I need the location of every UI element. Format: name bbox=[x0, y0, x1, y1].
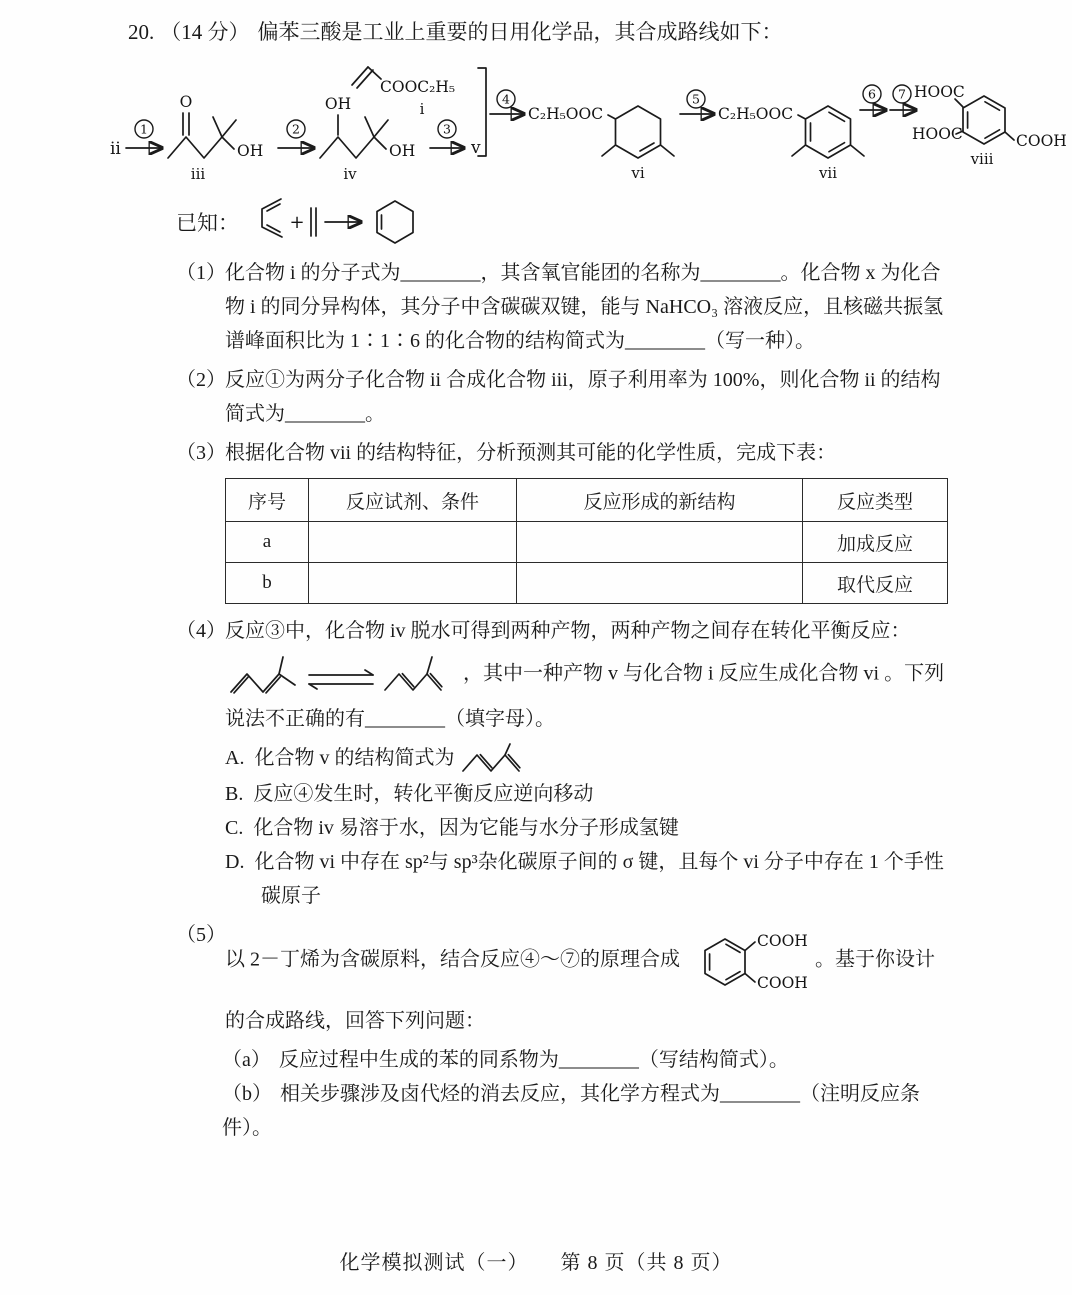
option-label: B. bbox=[225, 783, 244, 806]
compound-vii-label: vii bbox=[818, 164, 838, 182]
part-marker: （1） bbox=[176, 262, 226, 284]
table-row bbox=[226, 522, 948, 563]
compound-iv-structure bbox=[320, 95, 415, 183]
question-number: 20. bbox=[128, 20, 155, 44]
equilibrium-arrows bbox=[309, 670, 373, 689]
question-title bbox=[128, 16, 972, 48]
known-info bbox=[176, 193, 1072, 251]
ethylene-structure bbox=[311, 208, 316, 236]
sub-marker: （b） bbox=[222, 1083, 272, 1106]
part-text-after: ，其中一种产物 v 与化合物 i 反应生成化合物 vi 。下列说法不正确的有________（填字母）。 bbox=[225, 662, 945, 730]
diene-isomer-right bbox=[385, 657, 442, 690]
sub-marker: （a） bbox=[222, 1049, 271, 1072]
compound-vi-label: vi bbox=[631, 164, 645, 182]
phthalic-acid-structure bbox=[685, 918, 815, 1004]
question-part-3 bbox=[176, 436, 957, 470]
hydroxyl: OH bbox=[389, 142, 416, 160]
option-label: A. bbox=[225, 747, 245, 769]
option-a bbox=[225, 741, 957, 777]
table-header-row bbox=[226, 479, 948, 522]
option-text: 反应④发生时，转化平衡反应逆向移动 bbox=[253, 783, 594, 806]
table-header: 反应试剂、条件 bbox=[309, 479, 517, 522]
svg-text:1: 1 bbox=[140, 121, 148, 137]
carboxyl-group: COOH bbox=[757, 932, 808, 951]
row-reagent bbox=[309, 563, 517, 604]
compound-i-structure bbox=[352, 67, 455, 118]
step-2-arrow bbox=[278, 120, 314, 148]
diels-alder-diagram bbox=[245, 193, 440, 251]
synthesis-route-diagram bbox=[100, 52, 1068, 186]
carboxyl-group: COOH bbox=[757, 974, 808, 993]
cyclohexene-structure bbox=[377, 201, 413, 243]
ethyl-ester-group: C₂H₅OOC bbox=[528, 105, 604, 123]
svg-text:3: 3 bbox=[443, 121, 451, 137]
diene-isomer-left bbox=[231, 657, 295, 693]
step-3-arrow bbox=[430, 120, 464, 148]
svg-text:4: 4 bbox=[502, 91, 510, 107]
compound-viii-label: viii bbox=[970, 150, 994, 168]
part-text-lead: 反应③中，化合物 iv 脱水可得到两种产物，两种产物之间存在转化平衡反应： bbox=[225, 620, 911, 642]
compound-iv-label: iv bbox=[343, 165, 357, 183]
question-part-5 bbox=[176, 918, 957, 1038]
svg-text:2: 2 bbox=[292, 121, 300, 137]
known-label: 已知： bbox=[176, 211, 239, 235]
acrylate-ester-group: COOC₂H₅ bbox=[380, 78, 456, 96]
page-footer: 化学模拟测试（一） 第 8 页（共 8 页） bbox=[339, 1252, 733, 1274]
option-d bbox=[225, 845, 957, 913]
compound-vi-structure bbox=[528, 105, 674, 182]
svg-text:6: 6 bbox=[868, 86, 876, 102]
row-id: b bbox=[226, 563, 309, 604]
row-reagent bbox=[309, 522, 517, 563]
sub-question-a bbox=[222, 1043, 957, 1077]
part-text: 反应①为两分子化合物 ii 合成化合物 iii，原子利用率为 100%，则化合物 ii 的结构简式为________。 bbox=[225, 369, 941, 425]
compound-i-label: i bbox=[419, 100, 425, 118]
step-4-arrow bbox=[490, 90, 524, 114]
step-1-arrow bbox=[126, 120, 162, 148]
question-intro: 偏苯三酸是工业上重要的日用化学品，其合成路线如下： bbox=[257, 20, 783, 44]
row-new-structure bbox=[517, 563, 803, 604]
option-label: D. bbox=[225, 851, 245, 874]
row-type: 取代反应 bbox=[803, 563, 948, 604]
carboxyl-group: HOOC bbox=[914, 83, 965, 101]
step-5-arrow bbox=[680, 90, 714, 114]
option-label: C. bbox=[225, 817, 244, 840]
table-header: 序号 bbox=[226, 479, 309, 522]
compound-vii-structure bbox=[718, 105, 864, 182]
compound-ii-label: ii bbox=[110, 139, 121, 159]
option-b bbox=[225, 777, 957, 811]
sub-question-b bbox=[222, 1077, 957, 1145]
part-marker: （4） bbox=[176, 620, 226, 642]
compound-iii-structure bbox=[168, 93, 263, 183]
row-type: 加成反应 bbox=[803, 522, 948, 563]
plus-sign: + bbox=[289, 212, 305, 233]
sub-text: 反应过程中生成的苯的同系物为________（写结构简式）。 bbox=[278, 1049, 789, 1072]
option-c bbox=[225, 811, 957, 845]
step-6-arrow bbox=[860, 85, 886, 110]
diene-structure bbox=[262, 199, 282, 237]
hydroxyl: OH bbox=[324, 95, 352, 113]
carbonyl-o: O bbox=[179, 93, 193, 111]
table-header: 反应类型 bbox=[803, 479, 948, 522]
carboxyl-group: COOH bbox=[1016, 132, 1067, 150]
svg-text:7: 7 bbox=[898, 86, 906, 102]
part-text-lead: 以 2－丁烯为含碳原料，结合反应④～⑦的原理合成 bbox=[225, 949, 680, 971]
part-text-after: 。基于你设计 bbox=[815, 949, 935, 971]
compound-viii-structure bbox=[912, 83, 1067, 168]
question-points: （14 分） bbox=[160, 20, 250, 44]
option-text: 化合物 v 的结构简式为 bbox=[254, 747, 455, 769]
ethyl-ester-group: C₂H₅OOC bbox=[718, 105, 794, 123]
table-row bbox=[226, 563, 948, 604]
option-text: 化合物 iv 易溶于水，因为它能与水分子形成氢键 bbox=[253, 817, 679, 840]
question-part-4 bbox=[176, 614, 957, 736]
part-marker: （5） bbox=[176, 924, 226, 947]
table-header: 反应形成的新结构 bbox=[517, 479, 803, 522]
compound-iii-label: iii bbox=[190, 165, 206, 183]
part-text-line2: 的合成路线，回答下列问题： bbox=[225, 1010, 485, 1033]
equilibrium-diagram bbox=[225, 648, 463, 702]
svg-text:5: 5 bbox=[692, 91, 700, 107]
compound-v-label: v bbox=[471, 138, 481, 158]
option-text: 化合物 vi 中存在 sp²与 sp³杂化碳原子间的 σ 键，且每个 vi 分子中存在 1 个手性碳原子 bbox=[254, 851, 944, 908]
row-id: a bbox=[226, 522, 309, 563]
part-text: 根据化合物 vii 的结构特征，分析预测其可能的化学性质，完成下表： bbox=[225, 442, 837, 464]
part-marker: （2） bbox=[176, 369, 226, 391]
question-part-1 bbox=[176, 256, 957, 358]
part-marker: （3） bbox=[176, 442, 226, 464]
compound-v-structure bbox=[459, 741, 525, 777]
step-7-arrow bbox=[890, 85, 916, 110]
question-part-2 bbox=[176, 363, 957, 431]
hydroxyl: OH bbox=[237, 142, 264, 160]
properties-table bbox=[225, 478, 948, 604]
option-list bbox=[225, 741, 957, 913]
row-new-structure bbox=[517, 522, 803, 563]
carboxyl-group: HOOC bbox=[912, 125, 963, 143]
synthesis-route bbox=[100, 52, 1072, 191]
sub-text: 相关步骤涉及卤代烃的消去反应，其化学方程式为________（注明反应条件）。 bbox=[222, 1083, 920, 1140]
part-text: 化合物 i 的分子式为________，其含氧官能团的名称为________。化合物 x 为化合物 i 的同分异构体，其分子中含碳碳双键，能与 NaHCO₃ 溶液反应，且核磁共振氢谱峰面积比为 1∶1∶6 的化合物的结构简式为________（写一种）。 bbox=[225, 262, 944, 352]
